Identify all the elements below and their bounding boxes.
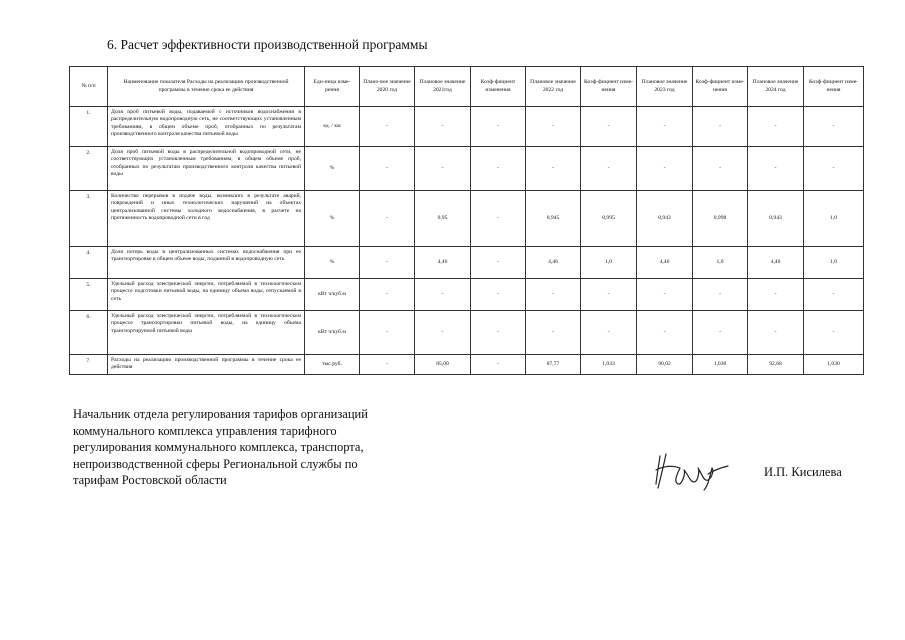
table-header-row	[70, 67, 864, 107]
cell-v2022: -	[526, 147, 581, 191]
cell-v2020: -	[360, 147, 415, 191]
cell-name: Доля проб питьевой воды, подаваемой с источников водоснабжения в распределительную водопроводную сеть, не соответствующих установленным требованиям, в общем объеме проб, отобранных по результатам производственного контроля качества питьевой воды	[108, 107, 305, 147]
cell-k2024: -	[804, 147, 864, 191]
cell-k2022: -	[581, 311, 637, 355]
cell-k2022: -	[581, 279, 637, 311]
footer-line: коммунального комплекса управления тарифного	[73, 423, 337, 438]
cell-num: 3.	[70, 191, 108, 247]
cell-k2024: -	[804, 107, 864, 147]
cell-k2021: -	[471, 107, 526, 147]
header-num: № п/п	[70, 67, 108, 107]
cell-num: 5.	[70, 279, 108, 311]
cell-v2022: -	[526, 107, 581, 147]
cell-k2023: -	[693, 147, 748, 191]
cell-v2023: 0,943	[637, 191, 693, 247]
cell-name: Удельный расход электрической энергии, потребляемой в технологическом процессе подготовки питьевой воды, на единицу объема воды, отпускаемой в сеть	[108, 279, 305, 311]
cell-unit: %	[305, 191, 360, 247]
table-row	[70, 247, 864, 279]
cell-unit: ед. / км	[305, 107, 360, 147]
cell-v2024: 0,943	[748, 191, 804, 247]
cell-k2024: 1,0	[804, 247, 864, 279]
cell-v2023: -	[637, 279, 693, 311]
cell-v2020: -	[360, 247, 415, 279]
section-heading: 6. Расчет эффективности производственной программы	[107, 37, 428, 52]
cell-v2022: 87,77	[526, 355, 581, 375]
cell-v2022: -	[526, 311, 581, 355]
cell-v2021: -	[415, 311, 471, 355]
header-2023: Плановое значение 2023 год	[637, 67, 693, 107]
cell-v2024: -	[748, 107, 804, 147]
cell-v2021: 0,95	[415, 191, 471, 247]
cell-k2021: -	[471, 311, 526, 355]
cell-k2024: -	[804, 279, 864, 311]
header-name: Наименование показателя Расходы на реализацию производственной программы в течение срока ее действия	[108, 67, 305, 107]
cell-num: 2.	[70, 147, 108, 191]
cell-unit: кВт ч/куб.м	[305, 279, 360, 311]
signer-name: И.П. Кисилева	[764, 465, 842, 479]
header-unit: Еди-ница изме-рения	[305, 67, 360, 107]
cell-v2021: -	[415, 107, 471, 147]
cell-k2023: 0,998	[693, 191, 748, 247]
cell-k2022: 1,0	[581, 247, 637, 279]
footer-line: регулирования коммунального комплекса, транспорта,	[73, 440, 364, 454]
cell-k2024: 1,030	[804, 355, 864, 375]
header-coef-2022: Коэф-фициент изме-нения	[581, 67, 637, 107]
cell-v2022: -	[526, 279, 581, 311]
table-row	[70, 311, 864, 355]
cell-v2024: -	[748, 311, 804, 355]
cell-k2022: -	[581, 147, 637, 191]
cell-unit: кВт ч/куб.м	[305, 311, 360, 355]
header-2022: Плановое значение 2022 год	[526, 67, 581, 107]
table-row	[70, 147, 864, 191]
cell-k2024: -	[804, 311, 864, 355]
cell-name: Количество перерывов в подаче воды, возникших в результате аварий, повреждений и иных технологических нарушений на объектах централизованной системы холодного водоснабжения, в расчете на протяженность водопроводной сети в год	[108, 191, 305, 247]
footer-position	[73, 406, 368, 489]
cell-unit: %	[305, 247, 360, 279]
cell-v2024: -	[748, 279, 804, 311]
cell-k2021: -	[471, 147, 526, 191]
cell-unit: тыс.руб.	[305, 355, 360, 375]
header-2021: Плановое значение 2021год	[415, 67, 471, 107]
cell-v2024: -	[748, 147, 804, 191]
cell-k2022: 0,995	[581, 191, 637, 247]
handwritten-signature	[650, 448, 730, 492]
table-row	[70, 355, 864, 375]
table-row	[70, 107, 864, 147]
cell-v2020: -	[360, 311, 415, 355]
cell-name: Удельный расход электрической энергии, потребляемой в технологическом процессе транспортировки питьевой воды, на единицу объема транспортируемой питьевой воды	[108, 311, 305, 355]
cell-k2022: 1,033	[581, 355, 637, 375]
cell-k2021: -	[471, 279, 526, 311]
cell-k2022: -	[581, 107, 637, 147]
cell-v2023: 90,02	[637, 355, 693, 375]
cell-k2023: 1,0	[693, 247, 748, 279]
cell-v2021: -	[415, 279, 471, 311]
cell-v2023: -	[637, 147, 693, 191]
footer-line: тарифам Ростовской области	[73, 473, 227, 487]
cell-unit: %	[305, 147, 360, 191]
cell-v2023: -	[637, 107, 693, 147]
cell-v2021: -	[415, 147, 471, 191]
cell-v2020: -	[360, 191, 415, 247]
cell-v2020: -	[360, 279, 415, 311]
cell-v2024: 92,68	[748, 355, 804, 375]
cell-num: 7.	[70, 355, 108, 375]
cell-num: 4.	[70, 247, 108, 279]
footer-line: Начальник отдела регулирования тарифов организаций	[73, 407, 368, 421]
header-coef-2021: Коэф-фициент изменения	[471, 67, 526, 107]
cell-name: Расходы на реализацию производственной программы в течение срока ее действия	[108, 355, 305, 375]
cell-v2020: -	[360, 355, 415, 375]
cell-name: Доля потерь воды в централизованных системах водоснабжения при ее транспортировке в общем объеме воды, поданной в водопроводную сеть	[108, 247, 305, 279]
cell-v2023: 4,46	[637, 247, 693, 279]
cell-num: 1.	[70, 107, 108, 147]
cell-v2020: -	[360, 107, 415, 147]
header-coef-2024: Коэф-фициент изме-нения	[804, 67, 864, 107]
cell-k2023: -	[693, 107, 748, 147]
table-row	[70, 279, 864, 311]
header-coef-2023: Коэф-фициент изме-нения	[693, 67, 748, 107]
header-2024: Плановое значение 2024 год	[748, 67, 804, 107]
cell-k2021: -	[471, 191, 526, 247]
cell-v2021: 4,46	[415, 247, 471, 279]
cell-v2023: -	[637, 311, 693, 355]
cell-k2024: 1,0	[804, 191, 864, 247]
cell-v2022: 0,945	[526, 191, 581, 247]
cell-v2021: 85,00	[415, 355, 471, 375]
cell-k2023: -	[693, 311, 748, 355]
header-2020: Плано-вое значение 2020 год	[360, 67, 415, 107]
cell-k2021: -	[471, 247, 526, 279]
footer-line: непроизводственной сферы Региональной службы по	[73, 456, 358, 471]
cell-k2021: -	[471, 355, 526, 375]
cell-k2023: 1,030	[693, 355, 748, 375]
cell-v2022: 4,46	[526, 247, 581, 279]
cell-k2023: -	[693, 279, 748, 311]
efficiency-table	[69, 66, 864, 375]
cell-v2024: 4,46	[748, 247, 804, 279]
cell-num: 6.	[70, 311, 108, 355]
cell-name: Доля проб питьевой воды в распределительной водопроводной сети, не соответствующих установленным требованиям, в общем объеме проб, отобранных по результатам производственного контроля качества питьевой воды	[108, 147, 305, 191]
table-row	[70, 191, 864, 247]
